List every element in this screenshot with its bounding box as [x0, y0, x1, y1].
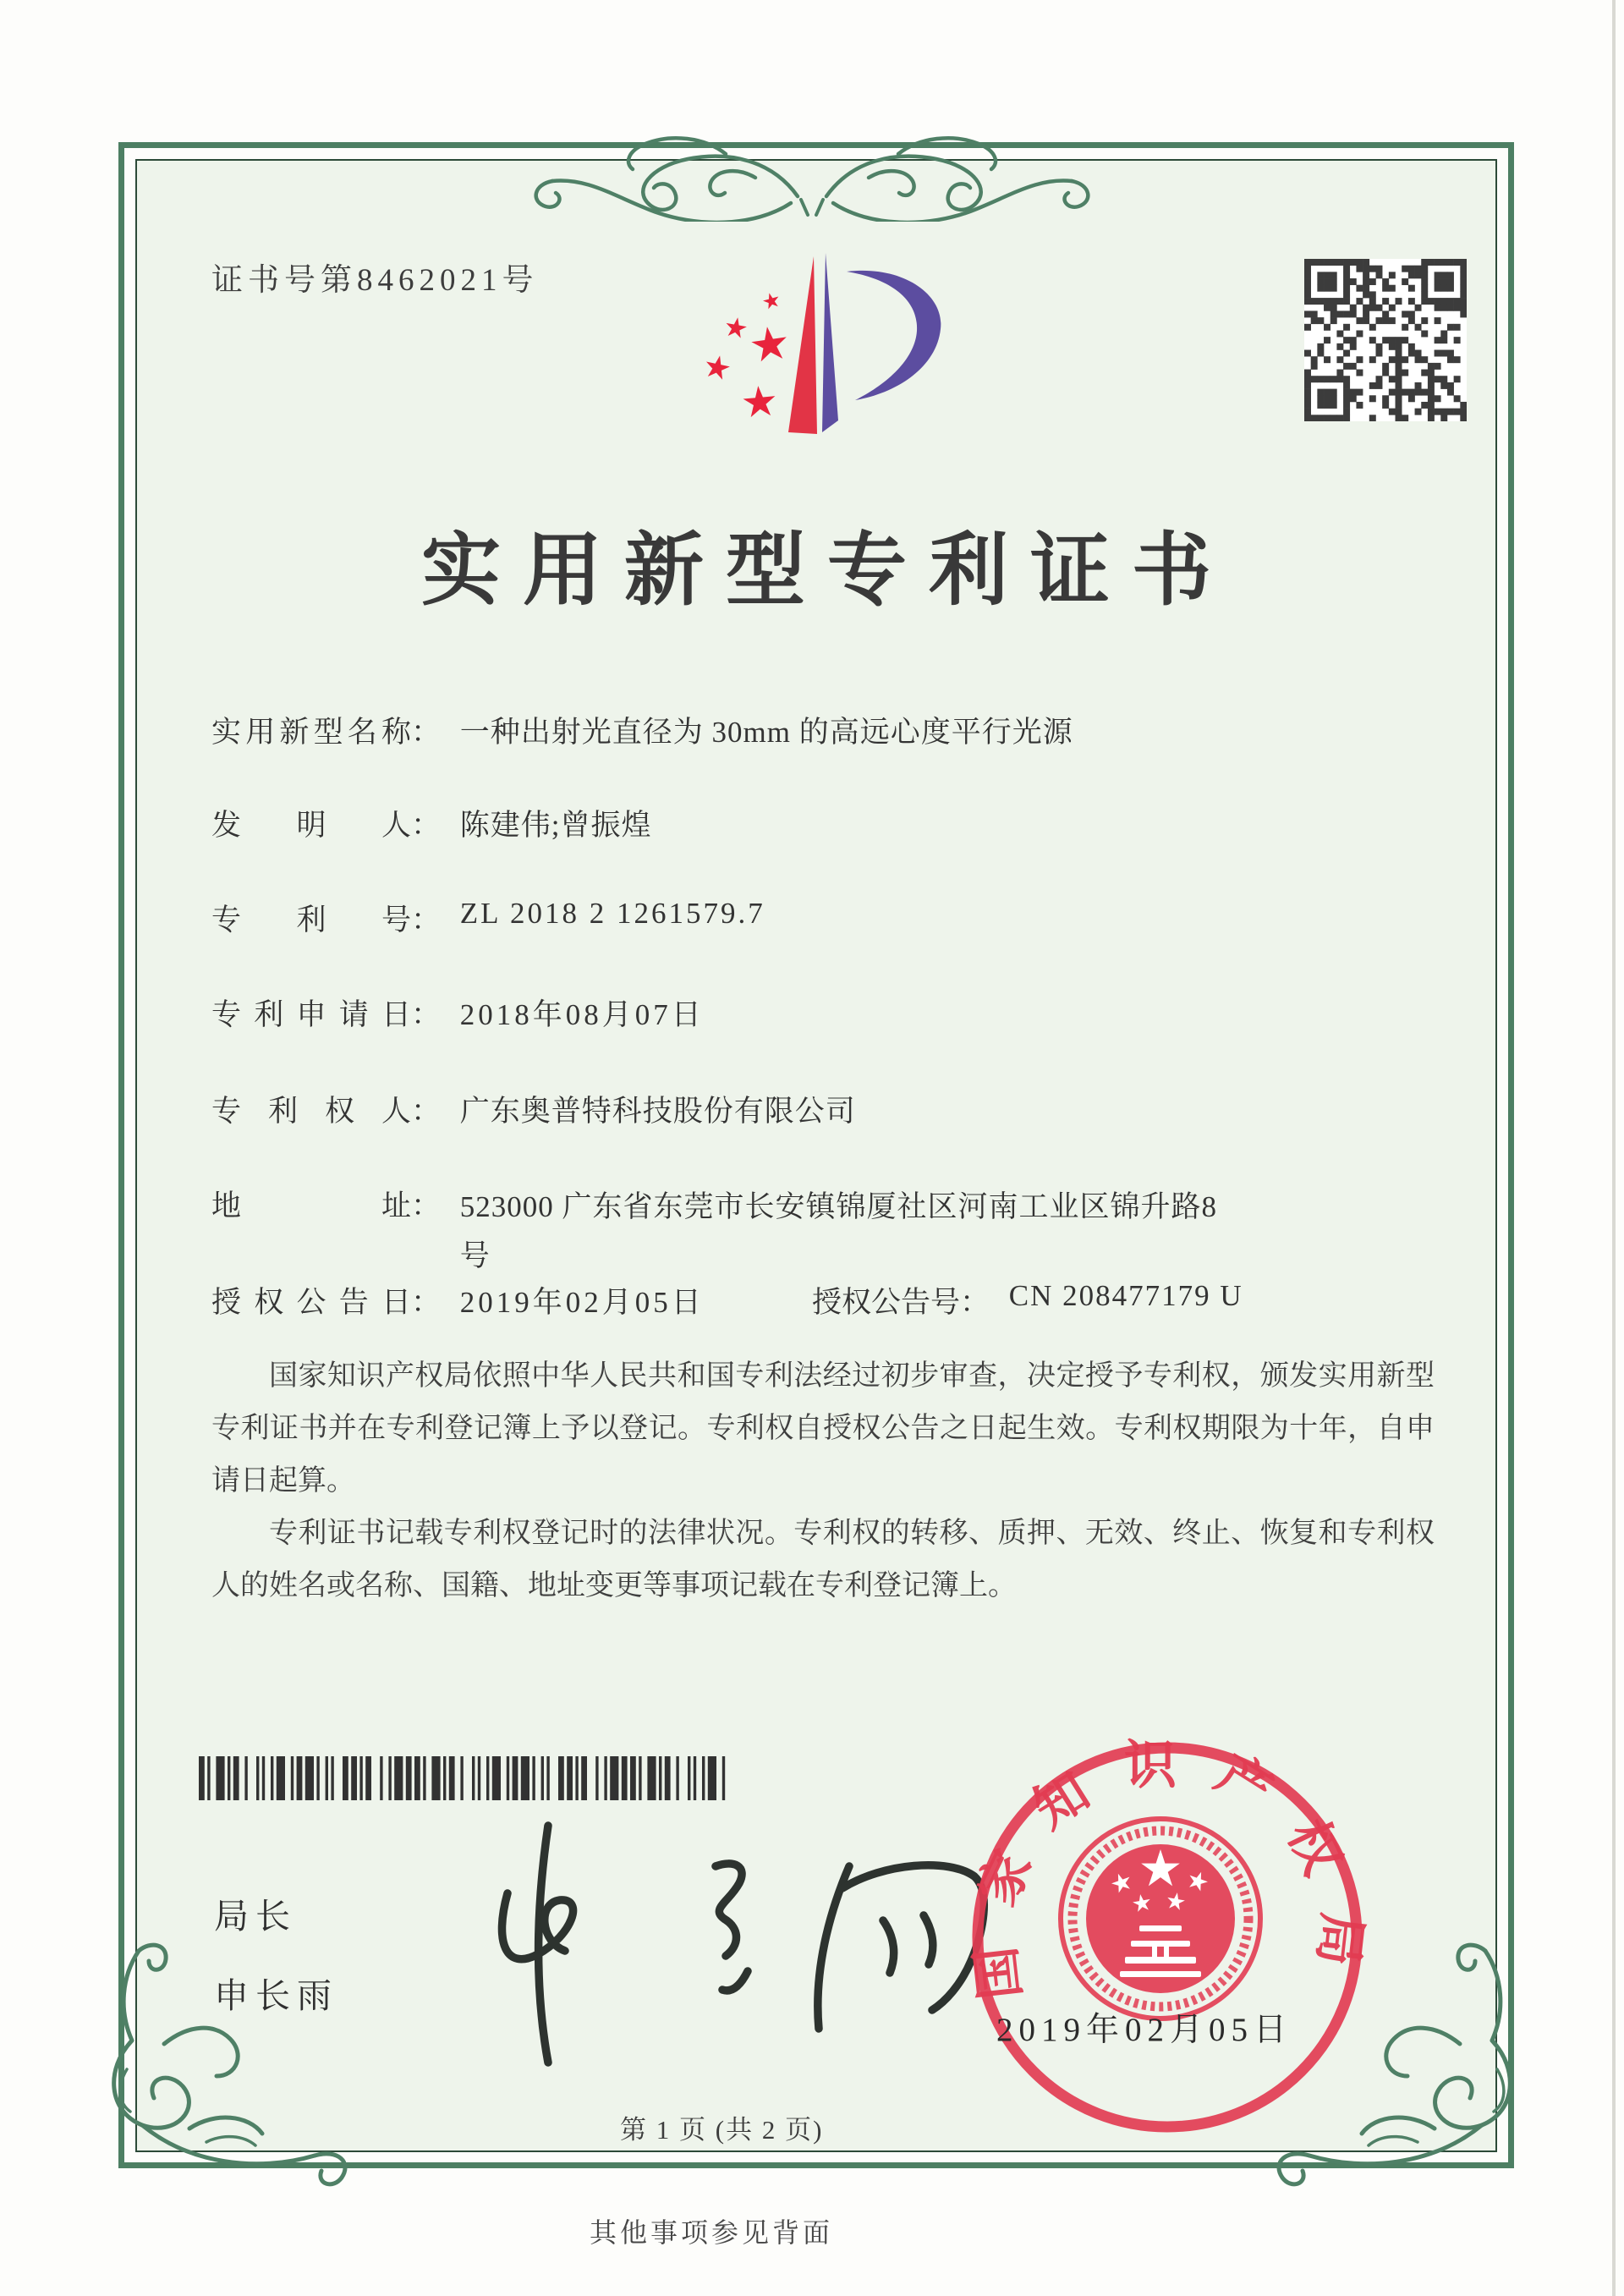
field-colon: ：: [411, 1095, 442, 1128]
field-label: 专利申请日: [211, 998, 411, 1031]
seal-date: 2019年02月05日: [996, 2012, 1293, 2048]
page-edge-shadow: [1612, 0, 1616, 2296]
field-row-inventor: [211, 802, 652, 844]
field-value: 广东奥普特科技股份有限公司: [459, 1095, 856, 1128]
field-value: CN 208477179 U: [1008, 1279, 1243, 1312]
top-border-ornament: [503, 78, 1121, 222]
national-emblem: [1061, 1819, 1260, 2019]
field-label: 专利号: [211, 904, 411, 937]
legal-body-text: [211, 1350, 1435, 1612]
field-colon: ：: [411, 998, 442, 1031]
field-label: 地址: [211, 1189, 411, 1222]
field-colon: ：: [960, 1286, 990, 1319]
field-value: 2018年08月07日: [459, 998, 705, 1031]
bottom-left-corner-ornament: [88, 1942, 367, 2222]
reverse-side-note: 其他事项参见背面: [590, 2217, 834, 2248]
page-number-note: 第 1 页 (共 2 页): [620, 2115, 824, 2145]
field-label: 发明人: [211, 809, 411, 842]
field-colon: ：: [411, 716, 442, 749]
field-value: 2019年02月05日: [459, 1286, 705, 1319]
field-colon: ：: [411, 809, 442, 842]
field-row-address: [211, 1183, 1230, 1281]
certificate-number: 证书号第8462021号: [211, 263, 539, 298]
field-row-grant-number: [812, 1279, 1243, 1321]
field-label: 授权公告日: [211, 1286, 411, 1319]
field-colon: ：: [411, 1286, 442, 1319]
field-label: 实用新型名称: [211, 716, 411, 749]
field-row-filing-date: [211, 991, 705, 1034]
field-row-patent-number: [211, 897, 765, 939]
legal-paragraph-1: 国家知识产权局依照中华人民共和国专利法经过初步审查，决定授予专利权，颁发实用新型专利证书并在专利登记簿上予以登记。专利权自授权公告之日起生效。专利权期限为十年，自申请日起算。: [211, 1360, 1435, 1497]
commissioner-title-label: 局长: [214, 1897, 297, 1936]
field-value: 陈建伟;曾振煌: [459, 809, 652, 842]
field-row-grant-date: [211, 1279, 705, 1321]
commissioner-signature-icon: [457, 1793, 1015, 2098]
field-value: 一种出射光直径为 30mm 的高远心度平行光源: [459, 716, 1073, 749]
seal-text: 国家知识产权局: [964, 1737, 1370, 2002]
official-seal-icon: [964, 1734, 1370, 2140]
field-value: 523000 广东省东莞市长安镇锦厦社区河南工业区锦升路8号: [459, 1190, 1218, 1272]
cnipa-logo-icon: [706, 248, 943, 444]
field-label: 授权公告号: [812, 1286, 961, 1319]
legal-paragraph-2: 专利证书记载专利权登记时的法律状况。专利权的转移、质押、无效、终止、恢复和专利权人的姓名或名称、国籍、地址变更等事项记载在专利登记簿上。: [211, 1518, 1435, 1601]
commissioner-name: 申长雨: [214, 1976, 338, 2015]
field-row-name: [211, 709, 1073, 751]
certificate-title: 实用新型专利证书: [420, 527, 1233, 615]
field-value: ZL 2018 2 1261579.7: [459, 897, 765, 930]
qr-code-icon: [1304, 259, 1467, 421]
field-row-patentee: [211, 1088, 856, 1130]
field-label: 专利权人: [211, 1095, 411, 1128]
field-colon: ：: [411, 1189, 442, 1222]
field-colon: ：: [411, 904, 442, 937]
